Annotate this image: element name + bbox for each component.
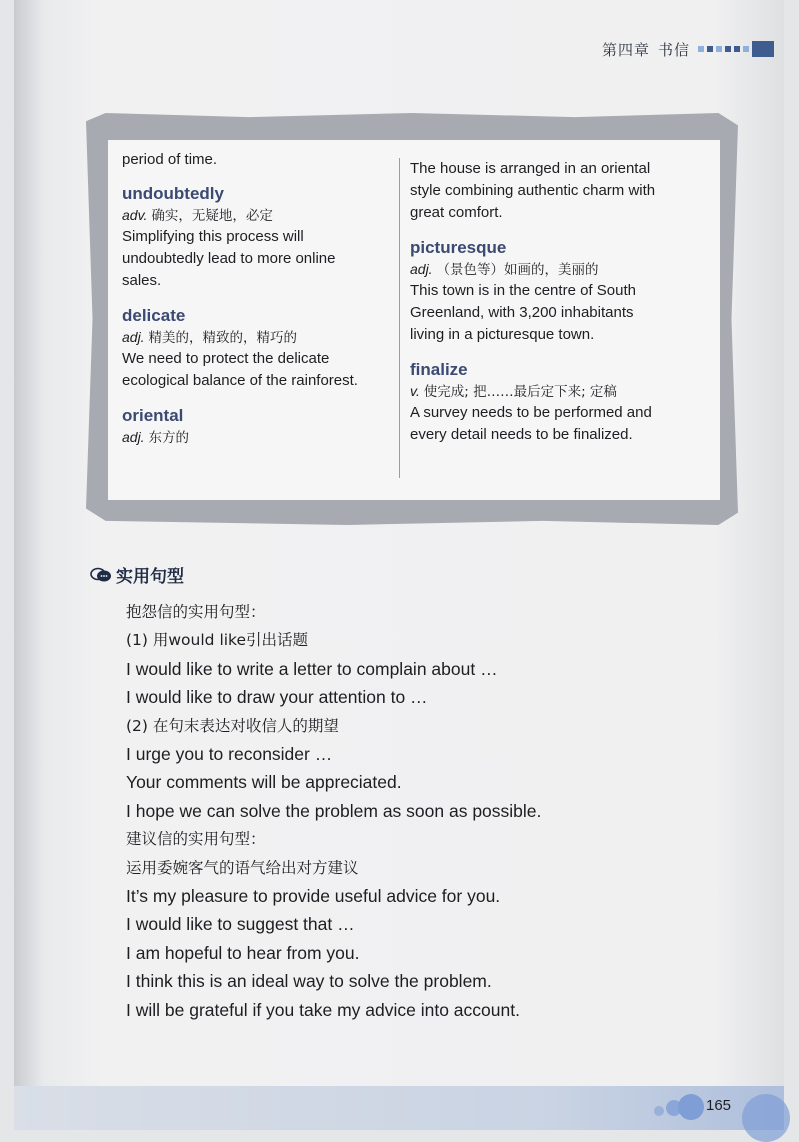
example-line: every detail needs to be finalized. — [410, 426, 633, 443]
footer-dot-icon — [742, 1094, 790, 1142]
chapter-title: 书信 — [657, 40, 690, 59]
list-item: I am hopeful to hear from you. — [126, 942, 360, 963]
list-item: It’s my pleasure to provide useful advice for you. — [126, 886, 501, 907]
header-squares-icon — [698, 41, 774, 57]
list-item: Your comments will be appreciated. — [126, 772, 402, 793]
vocab-definition: adj. 精美的，精致的，精巧的 — [122, 329, 297, 346]
page-number: 165 — [706, 1097, 732, 1114]
example-line: The house is arranged in an oriental — [410, 160, 651, 177]
vocab-word: oriental — [122, 406, 184, 425]
vocab-entry — [122, 405, 384, 448]
example-line: We need to protect the delicate — [122, 350, 330, 367]
vocab-box — [108, 140, 720, 500]
list-item: 抱怨信的实用句型： — [126, 603, 266, 621]
list-item: (1) 用would like引出话题 — [126, 631, 309, 650]
vocab-definition: adj. 东方的 — [122, 429, 189, 446]
speech-bubble-icon — [90, 566, 112, 584]
vocab-entry — [122, 183, 384, 292]
example-line: This town is in the centre of South — [410, 282, 636, 299]
vocab-definition: adj. （景色等）如画的，美丽的 — [410, 261, 599, 278]
example-line: Greenland, with 3,200 inhabitants — [410, 304, 634, 321]
list-item: I hope we can solve the problem as soon as possible. — [126, 800, 542, 821]
vocab-entry — [410, 237, 690, 346]
footer-dot-icon — [654, 1106, 664, 1116]
list-item: I would like to write a letter to complain about … — [126, 658, 498, 679]
example-line: undoubtedly lead to more online — [122, 250, 336, 267]
vocab-definition: v. 使完成; 把……最后定下来; 定稿 — [410, 383, 617, 400]
example-line: living in a picturesque town. — [410, 326, 595, 343]
list-item: I would like to draw your attention to … — [126, 687, 428, 708]
chapter-header — [602, 38, 774, 60]
column-divider — [399, 158, 400, 478]
footer-dot-icon — [678, 1094, 704, 1120]
example-line: A survey needs to be performed and — [410, 404, 652, 421]
section-title: 实用句型 — [116, 567, 184, 587]
example-line: ecological balance of the rainforest. — [122, 372, 358, 389]
list-item: I will be grateful if you take my advice into account. — [126, 999, 520, 1020]
example-line: Simplifying this process will — [122, 228, 304, 245]
list-item: I urge you to reconsider … — [126, 744, 333, 765]
chapter-number: 第四章 — [601, 40, 650, 59]
section-heading — [90, 562, 184, 587]
vocab-column-left — [122, 140, 384, 448]
vocab-entry — [410, 359, 690, 446]
vocab-word: delicate — [122, 306, 186, 325]
vocab-definition: adv. 确实，无疑地，必定 — [122, 207, 273, 224]
sentence-list — [126, 598, 726, 1024]
example-line: style combining authentic charm with — [410, 182, 656, 199]
list-item: 运用委婉客气的语气给出对方建议 — [126, 858, 359, 877]
example-line: great comfort. — [410, 204, 503, 221]
vocab-word: picturesque — [410, 238, 507, 257]
list-item: I think this is an ideal way to solve the problem. — [126, 971, 492, 992]
list-item: (2) 在句末表达对收信人的期望 — [126, 716, 339, 735]
vocab-column-right — [410, 140, 690, 446]
list-item: I would like to suggest that … — [126, 914, 355, 935]
continued-text: period of time. — [122, 151, 218, 168]
vocab-word: undoubtedly — [122, 184, 224, 203]
vocab-word: finalize — [410, 360, 468, 379]
vocab-entry — [122, 305, 384, 392]
example-line: sales. — [122, 272, 162, 289]
book-page — [14, 0, 784, 1130]
list-item: 建议信的实用句型： — [126, 830, 266, 849]
